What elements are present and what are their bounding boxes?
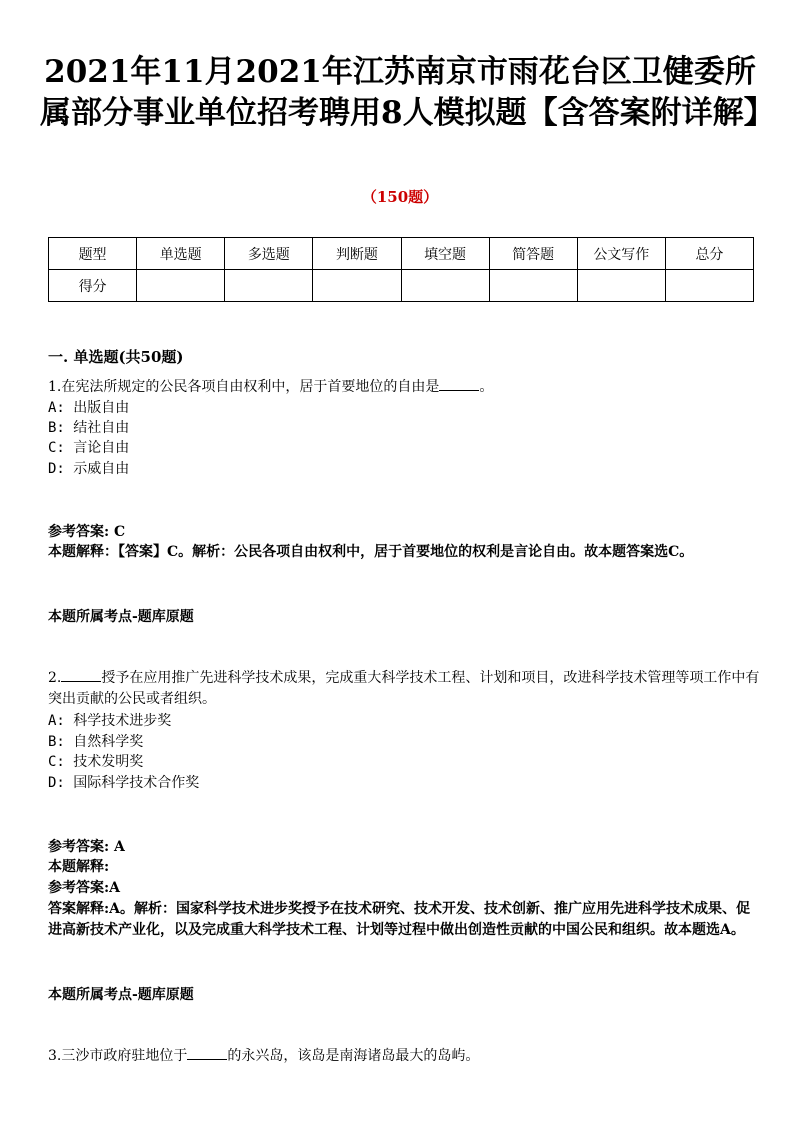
question-2-option-a: A: 科学技术进步奖 [48,713,172,729]
question-1-explanation: 本题解释：【答案】C。解析：公民各项自由权利中，居于首要地位的权利是言论自由。故本题答案选C。 [48,544,694,560]
question-2-source: 本题所属考点-题库原题 [48,987,194,1003]
score-cell-empty [665,270,753,302]
question-count: （150题） [361,188,439,206]
question-1-option-c: C: 言论自由 [48,440,130,456]
question-3-stem-text: 3.三沙市政府驻地位于 [48,1048,188,1064]
score-header-cell: 判断题 [313,238,401,270]
question-1-stem-text: 1.在宪法所规定的公民各项自由权利中，居于首要地位的自由是 [48,379,440,395]
score-cell-empty [137,270,225,302]
score-cell-empty [577,270,665,302]
question-3-stem [48,1046,760,1067]
answer-blank [61,681,101,682]
question-2-explanation-label: 本题解释: [48,859,110,875]
section-title: 一. 单选题(共50题) [48,348,184,366]
question-2-option-d: D: 国际科学技术合作奖 [48,775,200,791]
question-1-answer: 参考答案: C [48,524,126,540]
question-2-answer-repeat: 参考答案:A [48,880,121,896]
document-title: 2021年11月2021年江苏南京市雨花台区卫健委所属部分事业单位招考聘用8人模拟题【含答案附详解】 [40,54,775,131]
score-header-cell: 总分 [665,238,753,270]
score-header-cell: 公文写作 [577,238,665,270]
score-header-cell: 简答题 [489,238,577,270]
question-1-stem-end: 。 [479,379,494,395]
score-row-label: 得分 [49,270,137,302]
score-header-cell: 填空题 [401,238,489,270]
score-table-header-row [49,238,754,270]
question-2-number: 2. [48,670,62,686]
question-3-stem-end: 的永兴岛，该岛是南海诸岛最大的岛屿。 [227,1048,480,1064]
answer-blank [187,1059,227,1060]
score-cell-empty [401,270,489,302]
question-2-stem [48,668,760,709]
question-1-option-a: A: 出版自由 [48,400,130,416]
score-cell-empty [489,270,577,302]
score-header-cell: 题型 [49,238,137,270]
score-header-cell: 多选题 [225,238,313,270]
score-table [48,237,754,302]
question-2-option-c: C: 技术发明奖 [48,754,144,770]
question-1-stem [48,377,760,398]
score-header-cell: 单选题 [137,238,225,270]
answer-blank [439,390,479,391]
score-table-score-row [49,270,754,302]
question-2-option-b: B: 自然科学奖 [48,734,144,750]
question-2-stem-text: 授予在应用推广先进科学技术成果，完成重大科学技术工程、计划和项目，改进科学技术管理等项工作中有突出贡献的公民或者组织。 [48,670,760,707]
score-cell-empty [313,270,401,302]
score-cell-empty [225,270,313,302]
question-1-option-b: B: 结社自由 [48,420,130,436]
question-2-explanation: 答案解释:A。解析：国家科学技术进步奖授予在技术研究、技术开发、技术创新、推广应用先进科学技术成果、促进高新技术产业化，以及完成重大科学技术工程、计划等过程中做出创造性贡献的中国公民和组织。故本题选A。 [48,901,751,938]
question-2-answer: 参考答案: A [48,839,125,855]
question-1-option-d: D: 示威自由 [48,461,130,477]
question-1-source: 本题所属考点-题库原题 [48,609,194,625]
